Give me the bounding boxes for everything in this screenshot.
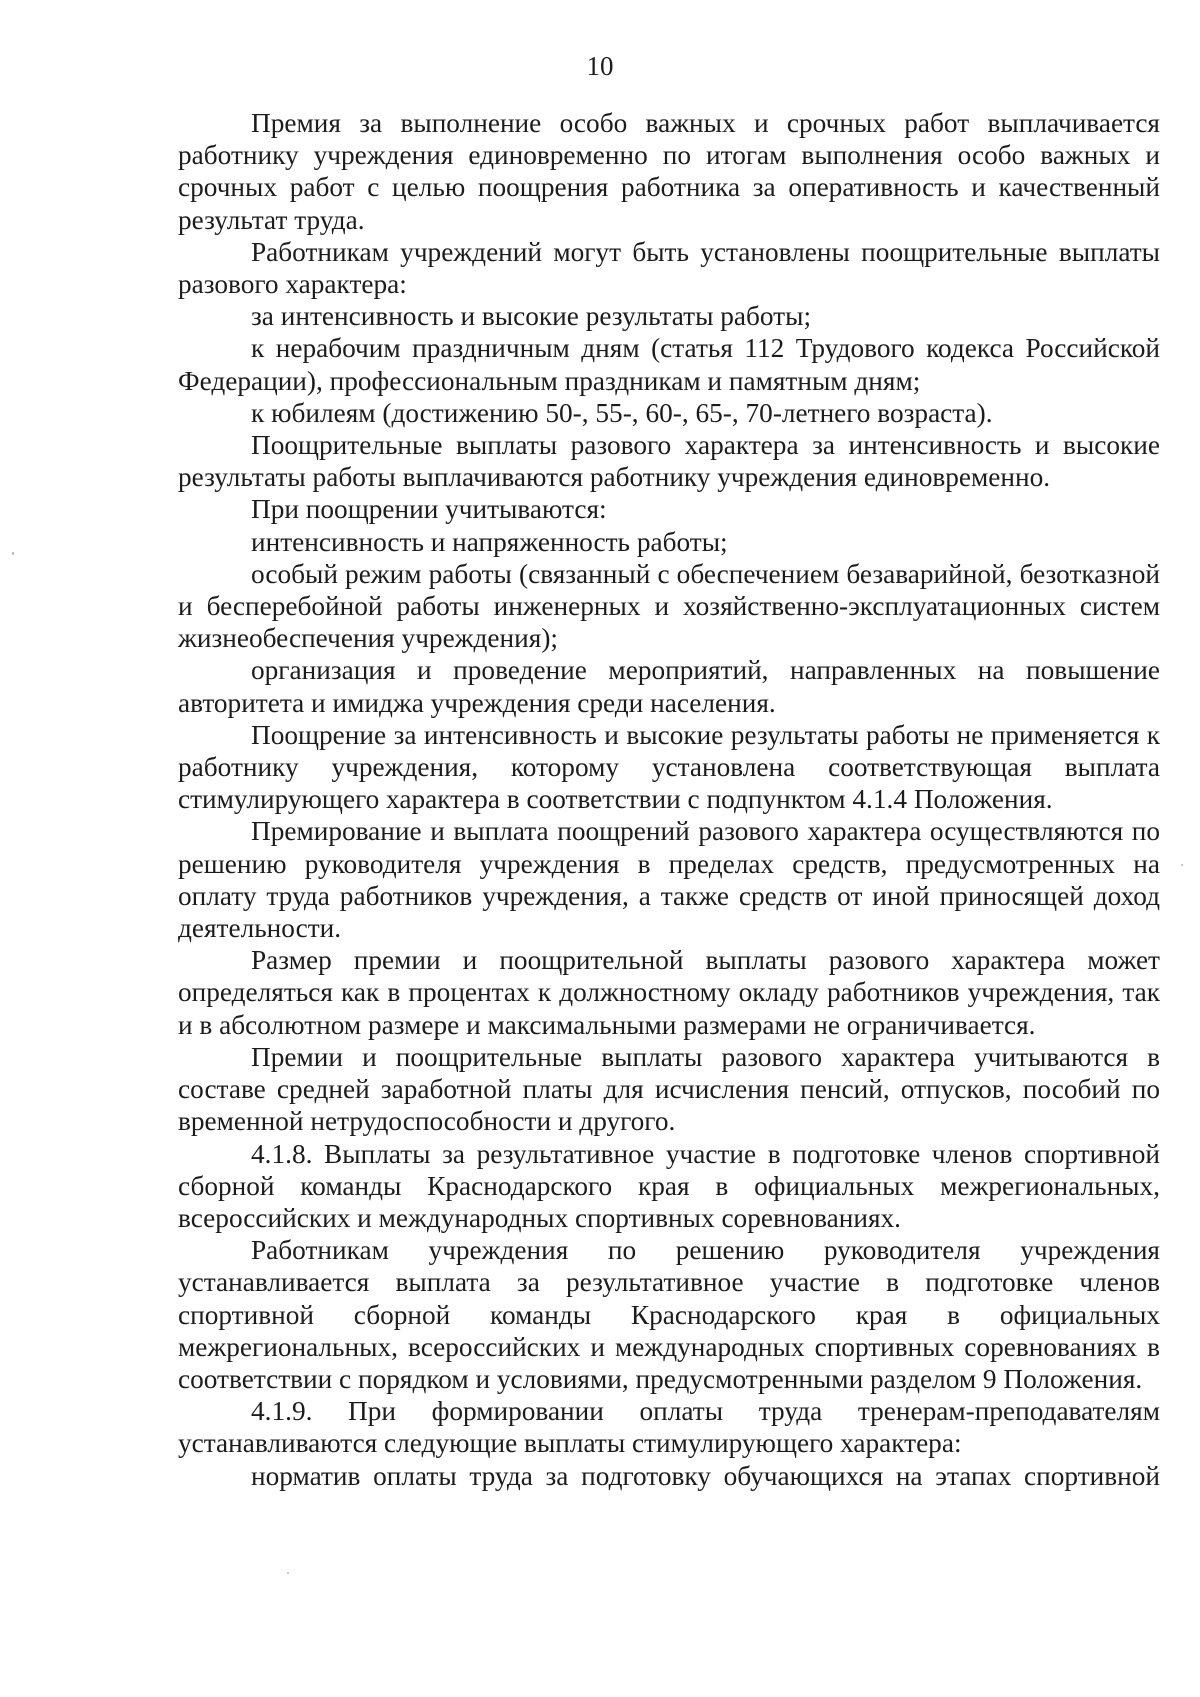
paragraph: 4.1.8. Выплаты за результативное участие в подготовке членов спортивной сборной команды Краснодарского края в официальных межрегиональных, всероссийских и международных спортивных соревнованиях. <box>178 1138 1160 1233</box>
paragraph: за интенсивность и высокие результаты работы; <box>251 301 812 332</box>
paragraph: интенсивность и напряженность работы; <box>251 526 728 557</box>
paragraph: 4.1.9. При формировании оплаты труда тренерам-преподавателям устанавливаются следующие выплаты стимулирующего характера: <box>178 1396 1160 1459</box>
scan-speck <box>287 1572 289 1574</box>
paragraph: Поощрение за интенсивность и высокие результаты работы не применяется к работнику учреждения, которому установлена соответствующая выплата стимулирующего характера в соответствии с подпунктом 4.1.4 Положения. <box>178 719 1160 815</box>
paragraph: Работникам учреждений могут быть установлены поощрительные выплаты разового характера: <box>178 236 1160 300</box>
paragraph: Премии и поощрительные выплаты разового характера учитываются в составе средней заработной платы для исчисления пенсий, отпусков, пособий по временной нетрудоспособности и другого. <box>178 1041 1160 1137</box>
paragraph: Работникам учреждения по решению руководителя учреждения устанавливается выплата за результативное участие в подготовке членов спортивной сборной команды Краснодарского края в официальных межрегиональных, всероссийских и международных спортивных соревнованиях в соответствии с порядком и условиями, предусмотренными разделом 9 Положения. <box>178 1235 1160 1394</box>
paragraph: Премирование и выплата поощрений разового характера осуществляются по решению руководителя учреждения в пределах средств, предусмотренных на оплату труда работников учреждения, а также средств от иной приносящей доход деятельности. <box>178 816 1160 944</box>
paragraph: особый режим работы (связанный с обеспечением безаварийной, безотказной и бесперебойной работы инженерных и хозяйственно-эксплуатационных систем жизнеобеспечения учреждения); <box>178 558 1160 654</box>
paragraph: Размер премии и поощрительной выплаты разового характера может определяться как в процентах к должностному окладу работников учреждения, так и в абсолютном размере и максимальными размерами не ограничивается. <box>178 945 1160 1040</box>
scan-speck <box>1181 864 1183 866</box>
paragraph: Поощрительные выплаты разового характера за интенсивность и высокие результаты работы выплачиваются работнику учреждения единовременно. <box>178 430 1160 493</box>
scan-speck <box>12 552 14 555</box>
paragraph: к юбилеям (достижению 50-, 55-, 60-, 65-, 70-летнего возраста). <box>251 397 993 428</box>
paragraph: к нерабочим праздничным дням (статья 112 Трудового кодекса Российской Федерации), профессиональным праздникам и памятным дням; <box>178 333 1160 396</box>
paragraph: норматив оплаты труда за подготовку обучающихся на этапах спортивной <box>251 1460 1160 1491</box>
paragraph: организация и проведение мероприятий, направленных на повышение авторитета и имиджа учреждения среди населения. <box>178 655 1160 718</box>
paragraph: Премия за выполнение особо важных и срочных работ выплачивается работнику учреждения единовременно по итогам выполнения особо важных и срочных работ с целью поощрения работника за оперативность и качественный результат труда. <box>178 108 1160 235</box>
paragraph: При поощрении учитываются: <box>251 494 607 525</box>
document-body <box>178 107 1160 1492</box>
page-number: 10 <box>586 51 614 81</box>
